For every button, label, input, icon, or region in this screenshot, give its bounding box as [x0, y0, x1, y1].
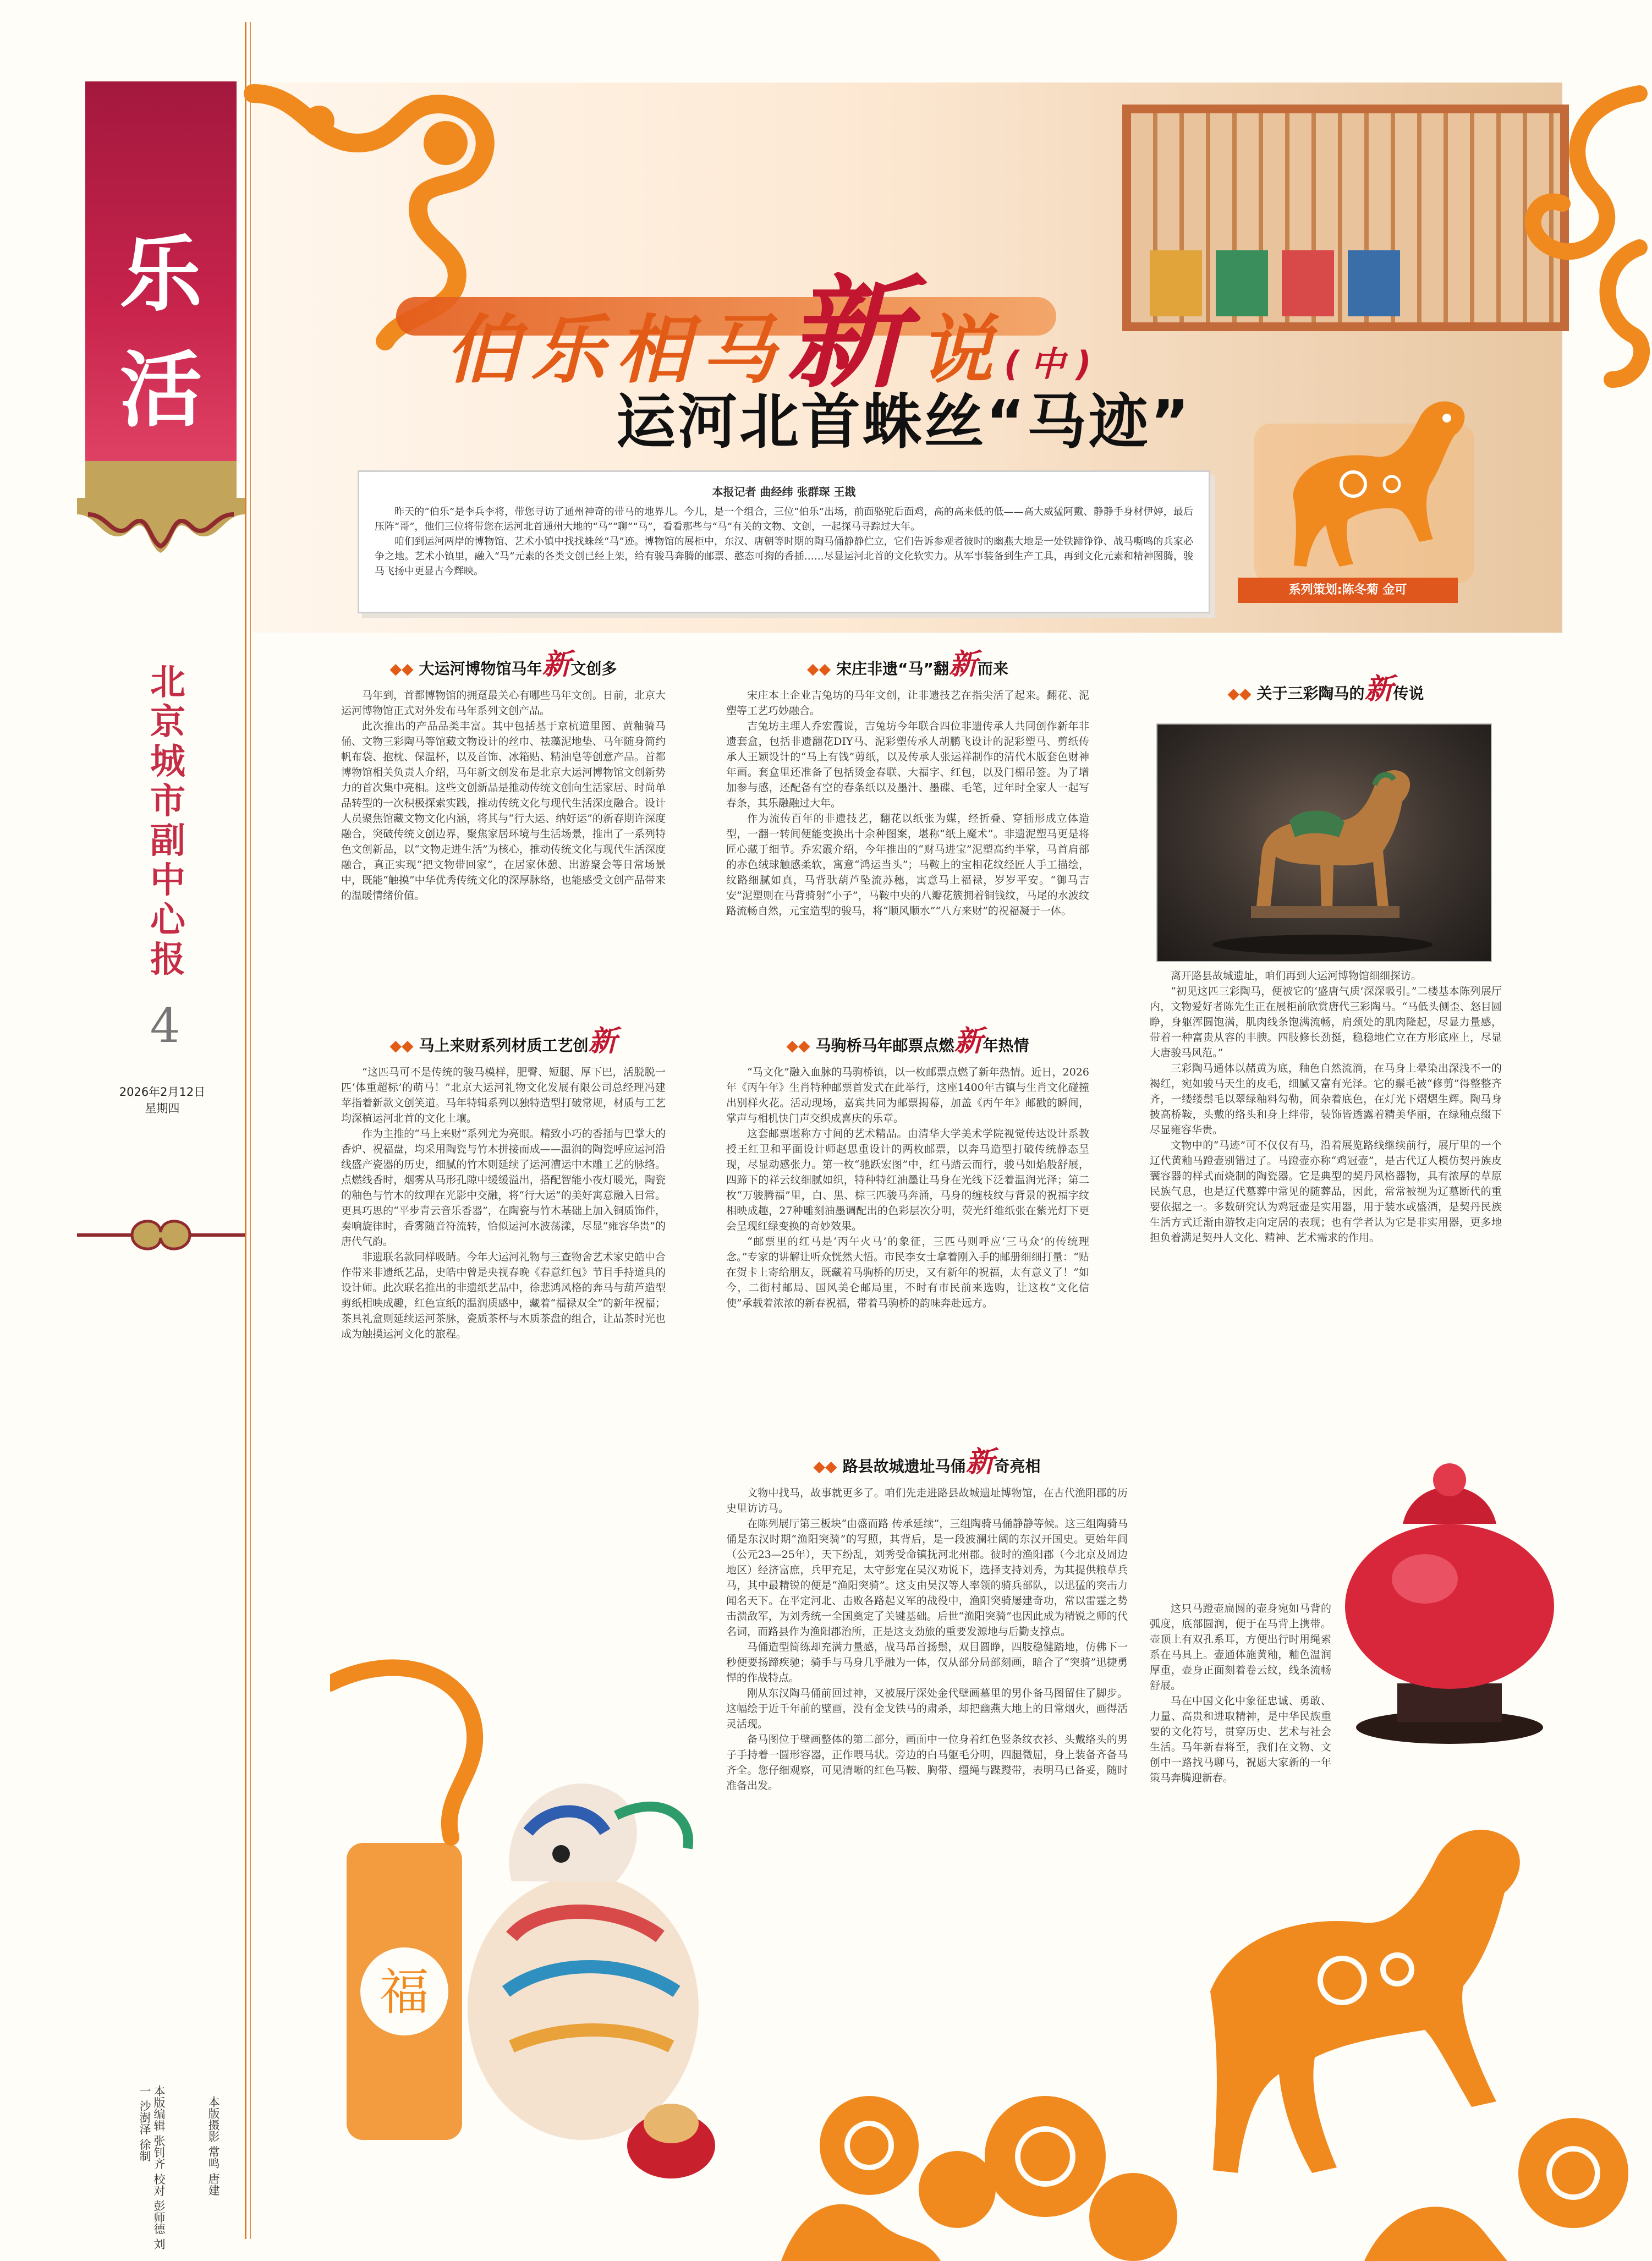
heading-new-char: 新 — [954, 1025, 983, 1058]
section-char-1: 乐 — [119, 226, 202, 323]
lead-paragraph: 咱们到运河两岸的博物馆、艺术小镇中找找蛛丝“马”迹。博物馆的展柜中，东汉、唐朝等时期的陶马俑静静伫立，它们告诉参观者彼时的幽燕大地是一处铁蹄铮铮、战马嘶鸣的兵家必争之地。艺术小镇里，融入“马”元素的各类文创已经上架，给有骏马奔腾的邮票、憨态可掬的香插……尽显运河北首的文化软实力。从军事装备到生产工具，再到文化元素和精神图腾，骏马飞扬中更显古今辉映。 — [375, 536, 1193, 577]
heading-new-char: 新 — [965, 1446, 995, 1479]
section-char-2: 活 — [119, 342, 202, 438]
series-planner-tag: 系列策划:陈冬菊 金可 — [1238, 578, 1458, 603]
flag-decoration — [1348, 250, 1400, 316]
issue-weekday: 星期四 — [145, 1102, 180, 1115]
article-body — [1150, 968, 1502, 1245]
article-body — [341, 1064, 666, 1342]
article-body — [341, 688, 666, 903]
sancai-horse-photo — [1156, 723, 1492, 962]
heading-text: 宋庄非遗“马”翻 — [836, 660, 949, 678]
article-heading — [726, 649, 1089, 680]
diamond-bullet-icon: ◆◆ — [1227, 684, 1252, 703]
paragraph: 这只马蹬壶扁圆的壶身宛如马背的弧度，底部圆润，便于在马背上携带。壶顶上有双孔系耳，方便出行时用绳索系在马具上。壶通体施黄釉，釉色温润厚重，壶身正面刻着卷云纹，线条流畅舒展。 — [1150, 1603, 1331, 1692]
article-heading — [341, 1026, 666, 1057]
headline-suffix: (中) — [1004, 344, 1102, 384]
subheadline: 运河北首蛛丝“马迹” — [616, 388, 1192, 457]
article-heading — [1150, 674, 1502, 705]
lead-box — [358, 470, 1210, 613]
heading-text: 而来 — [977, 660, 1008, 678]
editors-credit: 本版编辑 张钊齐 校对 彭师德 刘一 沙澍泽 徐制 — [138, 2085, 166, 2250]
paragraph: 文物中的“马迹”可不仅仅有马，沿着展览路线继续前行，展厅里的一个辽代黄釉马蹬壶别错过了。马蹬壶亦称“鸡冠壶”，是古代辽人模仿契丹族皮囊容器的样式而烧制的陶瓷器。它是典型的契丹风格器物，具有浓厚的草原民族气息，也是辽代墓葬中常见的随葬品，因此，常常被视为辽墓断代的重要依据之一。多数研究认为鸡冠壶是实用器，用于装水或盛酒，是契丹民族生活方式迁渐由游牧走向定居的表现；也有学者认为它是非实用器，更多地担负着满足契丹人文化、精神、艺术需求的作用。 — [1150, 1139, 1502, 1244]
article-heading — [726, 1447, 1128, 1478]
headline-part-2: 说 — [919, 307, 1005, 393]
article-majuqiao-stamp — [726, 1026, 1089, 1311]
paragraph: 马年到，首都博物馆的拥趸最关心有哪些马年文创。日前，北京大运河博物馆正式对外发布马年系列文创产品。 — [341, 689, 666, 717]
section-tab — [85, 81, 237, 500]
article-body — [726, 1064, 1089, 1311]
heading-text: 关于三彩陶马的 — [1256, 684, 1365, 703]
diamond-bullet-icon: ◆◆ — [389, 1036, 414, 1055]
papercut-horse-flowers-icon — [759, 1705, 1650, 2261]
lead-paragraph: 昨天的“伯乐”是李兵李将，带您寻访了通州神奇的带马的地界儿。今儿，是一个组合，三位“伯乐”出场，前面骆驼后面鸡，高的高来低的低——高大威猛阿戴、静静手身材伊婷，最后压阵“哥”，他们三位将带您在运河北首通州大地的“马”“聊”“马”，看看那些与“马”有关的文物、文创，一起探马寻踪过大年。 — [375, 506, 1193, 533]
paper-name: 北京城市副中心报 — [150, 662, 185, 980]
article-body — [726, 688, 1089, 919]
article-museum-wenchuang — [341, 649, 666, 903]
headline-big-char: 新 — [787, 264, 919, 404]
paragraph: 这套邮票堪称方寸间的艺术精品。由清华大学美术学院视觉传达设计系教授王红卫和平面设计师赵思重设计的两枚邮票，以奔马造型打破传统静态呈现，尽显动感张力。第一枚“驰跃宏图”中，红马踏云而行，骏马如焰般舒展，四蹄下的祥云纹细腻如织，特种特红油墨让马身在光线下泛着温润光泽；第二枚“万骏腾福”里，白、黑、棕三匹骏马奔涌，马身的缠枝纹与背景的祝福字纹相映成趣，27种雕刻油墨调配出的色彩层次分明，荧光纤维纸张在紫光灯下更会呈现红绿变换的奇妙效果。 — [726, 1128, 1089, 1232]
flag-decoration — [1282, 250, 1334, 316]
paragraph: 作为主推的“马上来财”系列尤为亮眼。精致小巧的香插与巴掌大的香炉、祝福盘，均采用陶瓷与竹木拼接而成——温润的陶瓷呼应运河沿线盛产瓷器的历史，细腻的竹木则延续了运河漕运中木雕工艺的脉络。点燃线香时，烟雾从马形孔隙中缓缓溢出，搭配智能小夜灯暖光，陶瓷的釉色与竹木的纹理在光影中交融，将“行大运”的美好寓意融入日常。更具巧思的“平步青云音乐香器”，在陶瓷与竹木基础上加入铜质饰件，奏响旋律时，香雾随音符流转，恰似运河水波荡漾，尽显“雍容华贵”的唐代气韵。 — [341, 1128, 666, 1248]
paragraph: 文物中找马，故事就更多了。咱们先走进路县故城遗址博物馆，在古代渔阳郡的历史里访访马。 — [726, 1487, 1128, 1514]
paragraph: 吉兔坊主理人乔宏霞说，吉兔坊今年联合四位非遗传承人共同创作新年非遗套盒，包括非遗翻花DIY马、泥彩塑传承人胡鹏飞设计的泥彩塑马、剪纸传承人王颖设计的“马上有钱”剪纸，以及传承人张运祥制作的清代木版套色财神年画。套盒里还准备了包括烫金春联、大福字、红包，以及门楣吊签。为了增加参与感，还配备有空的春条纸以及墨汁、墨碟、毛笔，过年时全家人一起写春条，其乐融融过大年。 — [726, 720, 1089, 809]
flag-decoration — [1150, 250, 1202, 316]
paragraph: 三彩陶马通体以赭黄为底，釉色自然流淌，在马身上晕染出深浅不一的褐红，宛如骏马天生的皮毛，细腻又富有光泽。它的鬃毛被“修剪”得整整齐齐，一缕缕鬃毛以翠绿釉料勾勒，间杂着底色，在灯光下熠熠生辉。陶马身披高桥鞍，头戴的络头和身上绊带，装饰皆透露着精美华丽，在绿釉点缀下尽显雍容华贵。 — [1150, 1062, 1502, 1136]
paragraph: 马俑造型简练却充满力量感，战马昂首扬鬃，双目圆睁，四肢稳健踏地，仿佛下一秒便要扬蹄疾驰；骑手与马身几乎融为一体，仅从部分局部刻画，暗合了“突骑”迅捷勇悍的作战特点。 — [726, 1641, 1128, 1684]
article-sancai-horse — [1150, 674, 1502, 712]
heading-text: 奇亮相 — [994, 1457, 1041, 1475]
paragraph: “这匹马可不是传统的骏马模样，肥臀、短腿、厚下巴，活脱脱一匹‘体重超标’的萌马！”北京大运河礼物文化发展有限公司总经理冯建苹指着新款文创笑道。马年特辑系列以独特造型打破常规，材质与工艺均深植运河北首的文化土壤。 — [341, 1066, 666, 1124]
red-lidded-jar-icon — [1331, 1441, 1568, 1749]
paragraph: 此次推出的产品品类丰富。其中包括基于京杭道里图、黄釉骑马俑、文物三彩陶马等馆藏文物设计的丝巾、祛藻泥地垫、马年随身简约帆布袋、抱枕、保温杯，以及首饰、冰箱贴、精油皂等创意产品。首都博物馆相关负责人介绍，马年新文创发布是北京大运河博物馆文创新势力的首次集中亮相。这些文创新品是推动传统文创向生活家居、时尚单品转型的一次积极探索实践，推动传统文化与现代生活深度融合。设计人员聚焦馆藏文物文化内涵，将其与“行大运、纳好运”的新春期许深度融合，突破传统文创边界，聚焦家居环境与生活场景，推出了一系列特色文创新品，以“文物走进生活”为核心，推动传统文化与现代生活深度融合，真正实现“把文物带回家”，在居家休憩、出游聚会等日常场景中，既能“触摸”中华优秀传统文化的深厚脉络，也能感受文创产品带来的温暖情绪价值。 — [341, 720, 666, 902]
diamond-bullet-icon: ◆◆ — [389, 660, 414, 678]
heading-new-char: 新 — [542, 648, 571, 681]
heading-text: 大运河博物馆马年 — [419, 660, 542, 678]
photo-credit: 本版摄影 常鸣 唐建 — [207, 2096, 220, 2196]
article-songzhuang — [726, 649, 1089, 919]
issue-date — [105, 1084, 220, 1117]
article-heading — [341, 649, 666, 680]
paragraph: “初见这匹三彩陶马，便被它的‘盛唐气质’深深吸引。”二楼基本陈列展厅内，文物爱好者陈先生正在展柜前欣赏唐代三彩陶马。“马低头侧歪、怒目圆睁，身躯浑圆饱满，肌肉线条饱满流畅，肩颈处的肌肉隆起，尽显力量感，带着一种富贵从容的丰腴。四肢修长劲挺，稳稳地伫立在方形底座上，尽显大唐骏马风范。” — [1150, 985, 1502, 1059]
article-mashang-laicai — [341, 1026, 666, 1342]
paragraph: 作为流传百年的非遗技艺，翻花以纸张为媒，经折叠、穿插形成立体造型，一翻一转间便能变换出十余种图案，堪称“纸上魔术”。非遗泥塑马更是将匠心藏于细节。乔宏霞介绍，今年推出的“财马进宝”泥塑高约半掌，马首肩部的赤色绒球触感柔软，寓意“鸿运当头”；马鞍上的宝相花纹经匠人手工描绘，纹路细腻如真，马背驮葫芦坠流苏穗，寓意马上福禄，岁岁平安。“御马吉安”泥塑则在马背骑射“小子”，马鞍中央的八瓣花簇拥着铜钱纹，马尾的水波纹路流畅自然，元宝造型的骏马，将“顺风顺水”“八方来财”的祝福凝于一体。 — [726, 813, 1089, 917]
diamond-bullet-icon: ◆◆ — [786, 1036, 810, 1055]
paragraph: “邮票里的红马是‘丙午火马’的象征，三匹马则呼应‘三马众’的传统理念。”专家的讲解让听众恍然大悟。市民李女士拿着刚入手的邮册细细打量：“贴在贺卡上寄给朋友，既藏着马驹桥的历史，又有新年的祝福，太有意义了！”如今，二街村邮局、国风美仑邮局里，不时有市民前来选购，让这枚“文化信使”承载着浓浓的新春祝福，带着马驹桥的韵味奔赴远方。 — [726, 1236, 1089, 1309]
paragraph: 离开路县故城遗址，咱们再到大运河博物馆细细探访。 — [1171, 970, 1422, 982]
heading-text: 路县故城遗址马俑 — [842, 1457, 966, 1475]
page-number: 4 — [150, 998, 180, 1053]
heading-text: 马驹桥马年邮票点燃 — [815, 1036, 954, 1055]
papercut-swirl-right-icon — [1452, 83, 1650, 391]
heading-text: 文创多 — [570, 660, 617, 678]
flag-decoration — [1216, 250, 1268, 316]
paragraph: 在陈列展厅第三板块“由盛而路 传承延续”，三组陶骑马俑静静等候。这三组陶骑马俑是东汉时期“渔阳突骑”的写照，其背后，是一段波澜壮阔的东汉开国史。更始年间（公元23—25年），天下纷乱，刘秀受命镇抚河北州郡。彼时的渔阳郡（今北京及周边地区）经济富庶，兵甲充足，太守彭宠在吴汉劝说下，选择支持刘秀，为其提供粮草兵马，其中最精锐的便是“渔阳突骑”。这支由吴汉等人率领的骑兵部队，以迅猛的突击力闻名天下。在平定河北、击败各路起义军的战役中，渔阳突骑屡建奇功，常以雷霆之势击溃敌军，为刘秀统一全国奠定了关键基础。后世“渔阳突骑”也因此成为精锐之师的代名词，而路县作为渔阳郡治所，正是这支劲旅的重要发源地与后勤支撑点。 — [726, 1518, 1128, 1638]
byline: 本报记者 曲经纬 张群琛 王戡 — [712, 485, 856, 498]
heading-text: 年热情 — [983, 1036, 1029, 1055]
paragraph: 马在中国文化中象征忠诚、勇敢、力量、高贵和进取精神，是中华民族重要的文化符号，贯穿历史、艺术与社会生活。马年新春将至，我们在文物、文创中一路找马聊马，祝愿大家新的一年策马奔腾迎新春。 — [1150, 1695, 1331, 1784]
heading-new-char: 新 — [588, 1025, 617, 1058]
sancai-horse-icon — [1157, 725, 1491, 961]
cloud-divider-icon — [77, 1210, 245, 1260]
porcelain-horse-figurine-icon — [330, 1650, 715, 2200]
paragraph: 宋庄本土企业吉兔坊的马年文创，让非遗技艺在指尖活了起来。翻花、泥塑等工艺巧妙融合。 — [726, 689, 1089, 717]
paragraph: 刚从东汉陶马俑前回过神，又被展厅深处金代壁画墓里的男仆备马图留住了脚步。这幅绘于近千年前的壁画，没有金戈铁马的肃杀，却把幽燕大地上的日常烟火，画得活灵活现。 — [726, 1687, 1128, 1730]
cloud-ornament-icon — [77, 498, 245, 564]
article-sancai-body — [1150, 968, 1502, 1245]
diamond-bullet-icon: ◆◆ — [813, 1457, 837, 1475]
heading-new-char: 新 — [1364, 673, 1393, 706]
paragraph: 备马图位于壁画整体的第二部分，画面中一位身着红色竖条纹衣衫、头戴络头的男子手持着一圆形容器，正作喂马状。旁边的白马躯毛分明，四腿微屈，身上装备齐备马齐全。您仔细观察，可见清晰的红色马鞍、胸带、缰绳与蹀躞带，表明马已备妥，随时准备出发。 — [726, 1733, 1128, 1792]
headline-part-1: 伯乐相马 — [446, 307, 787, 393]
heading-text: 马上来财系列材质工艺创 — [419, 1036, 589, 1055]
heading-text: 传说 — [1393, 684, 1424, 703]
paragraph: 非遗联名款同样吸睛。今年大运河礼物与三查物舍艺术家史皓中合作带来非遗纸艺品，史皓中曾是央视春晚《春意红包》节目手持道具的设计师。此次联名推出的非遗纸艺品中，徐悲鸿风格的奔马与葫芦造型剪纸相映成趣，红色宣纸的温润质感中，藏着“福禄双全”的新年祝福；茶具礼盒则延续运河茶脉，瓷质茶杯与木质茶盘的组合，让品茶时光也成为触摸运河文化的旅程。 — [341, 1251, 666, 1340]
heading-new-char: 新 — [948, 648, 978, 681]
svg-text:福: 福 — [380, 1963, 429, 2021]
section-tab-ornament — [85, 461, 237, 500]
papercut-horse-icon — [1243, 374, 1485, 583]
issue-date-text: 2026年2月12日 — [119, 1085, 206, 1099]
paragraph: “马文化”融入血脉的马驹桥镇，以一枚邮票点燃了新年热情。近日，2026年《丙午年》生肖特种邮票首发式在此举行，这座1400年古镇与生肖文化碰撞出别样火花。活动现场，嘉宾共同为邮票揭幕，加盖《丙午年》邮戳的瞬间，掌声与相机快门声交织成喜庆的乐章。 — [726, 1066, 1089, 1124]
diamond-bullet-icon: ◆◆ — [807, 660, 831, 678]
article-heading — [726, 1026, 1089, 1057]
